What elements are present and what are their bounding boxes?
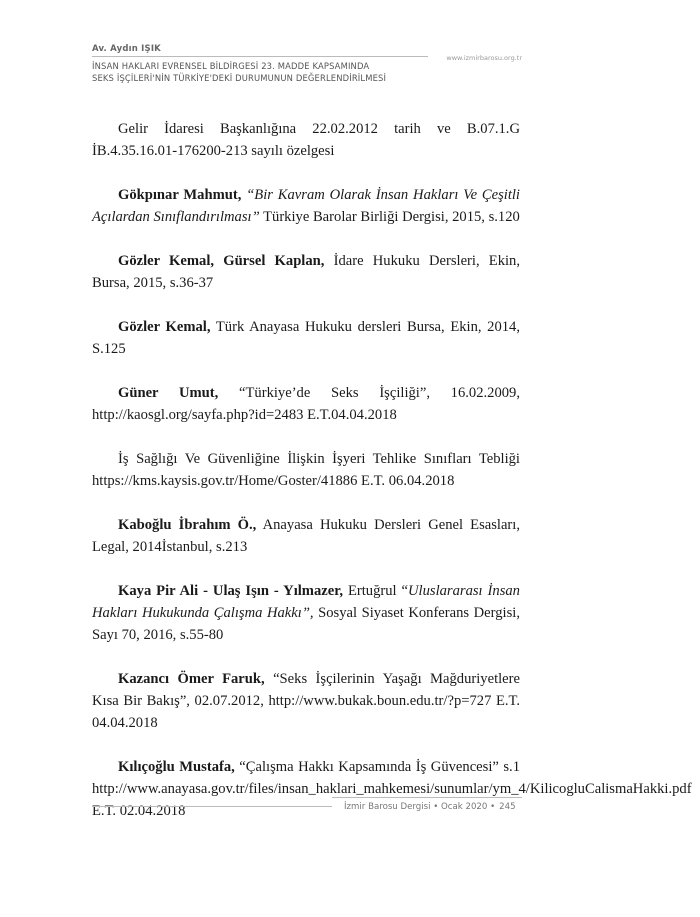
reference-text: Sosyal Siyaset Konferans Dergisi, Sayı 70, 2016, s.55-80 bbox=[92, 605, 520, 643]
reference-author: Kazancı Ömer Faruk, bbox=[118, 671, 265, 687]
reference-entry bbox=[92, 118, 520, 162]
reference-text: İdare Hukuku Dersleri, Ekin, Bursa, 2015, s.36-37 bbox=[92, 253, 521, 291]
reference-text: “Türkiye’de Seks İşçiliği”, 16.02.2009, http://kaosgl.org/sayfa.php?id=2483 E.T.04.04.2018 bbox=[92, 385, 521, 423]
reference-text: Anayasa Hukuku Dersleri Genel Esasları, Legal, 2014İstanbul, s.213 bbox=[92, 517, 520, 555]
header-subtitle bbox=[92, 61, 532, 84]
bibliography-list bbox=[92, 118, 692, 844]
reference-entry bbox=[92, 250, 520, 294]
reference-entry bbox=[92, 514, 520, 558]
reference-text: “Çalışma Hakkı Kapsamında İş Güvencesi” s.1 http://www.anayasa.gov.tr/files/insan_haklari_mahkemesi/sunumlar/ym_4/KilicogluCalismaHakki.pdf E.T. 02.04.2018 bbox=[92, 759, 692, 819]
reference-entry bbox=[92, 668, 520, 734]
reference-author: Gökpınar Mahmut, bbox=[118, 187, 242, 203]
footer-journal: İzmir Barosu Dergisi • Ocak 2020 • bbox=[344, 802, 496, 812]
reference-entry bbox=[92, 580, 520, 646]
reference-entry bbox=[92, 382, 520, 426]
footer-rule-right bbox=[332, 797, 522, 798]
reference-author: Kaya Pir Ali - Ulaş Işın - Yılmazer, bbox=[118, 583, 343, 599]
reference-text: İş Sağlığı Ve Güvenliğine İlişkin İşyeri Tehlike Sınıfları Tebliği https://kms.kaysis.gov.tr/Home/Goster/41886 E.T. 06.04.2018 bbox=[92, 451, 520, 489]
header-subtitle-line1: İNSAN HAKLARI EVRENSEL BİLDİRGESİ 23. MADDE KAPSAMINDA bbox=[92, 61, 370, 71]
header-author: Av. Aydın IŞIK bbox=[92, 44, 161, 54]
reference-entry bbox=[92, 756, 692, 822]
reference-author: Gözler Kemal, bbox=[118, 319, 211, 335]
header-subtitle-line2: SEKS İŞÇİLERİ'NİN TÜRKİYE'DEKİ DURUMUNUN DEĞERLENDİRİLMESİ bbox=[92, 72, 387, 83]
reference-author: Kılıçoğlu Mustafa, bbox=[118, 759, 235, 775]
running-header bbox=[92, 44, 522, 54]
reference-author: Kaboğlu İbrahım Ö., bbox=[118, 517, 257, 533]
reference-entry bbox=[92, 184, 520, 228]
reference-title: “Bir Kavram Olarak İnsan Hakları Ve Çeşitli Açılardan Sınıflandırılması” bbox=[92, 187, 520, 225]
reference-text: Ertuğrul “ bbox=[343, 583, 408, 599]
page-footer bbox=[344, 802, 516, 812]
reference-author: Gözler Kemal, Gürsel Kaplan, bbox=[118, 253, 325, 269]
reference-author: Güner Umut, bbox=[118, 385, 219, 401]
page-number: 245 bbox=[499, 802, 516, 812]
header-rule bbox=[92, 56, 428, 57]
footer-rule bbox=[92, 806, 332, 807]
reference-text: Gelir İdaresi Başkanlığına 22.02.2012 tarih ve B.07.1.G İB.4.35.16.01-176200-213 sayılı özelgesi bbox=[92, 121, 520, 159]
reference-title: Uluslararası İnsan Hakları Hukukunda Çalışma Hakkı”, bbox=[92, 583, 520, 621]
reference-entry bbox=[92, 316, 520, 360]
reference-text: “Seks İşçilerinin Yaşağı Mağduriyetlere Kısa Bir Bakış”, 02.07.2012, http://www.bukak.boun.edu.tr/?p=727 E.T. 04.04.2018 bbox=[92, 671, 520, 731]
reference-text: Türkiye Barolar Birliği Dergisi, 2015, s.120 bbox=[259, 209, 520, 225]
reference-entry bbox=[92, 448, 520, 492]
header-website: www.izmirbarosu.org.tr bbox=[446, 54, 522, 62]
reference-text: Türk Anayasa Hukuku dersleri Bursa, Ekin, 2014, S.125 bbox=[92, 319, 520, 357]
